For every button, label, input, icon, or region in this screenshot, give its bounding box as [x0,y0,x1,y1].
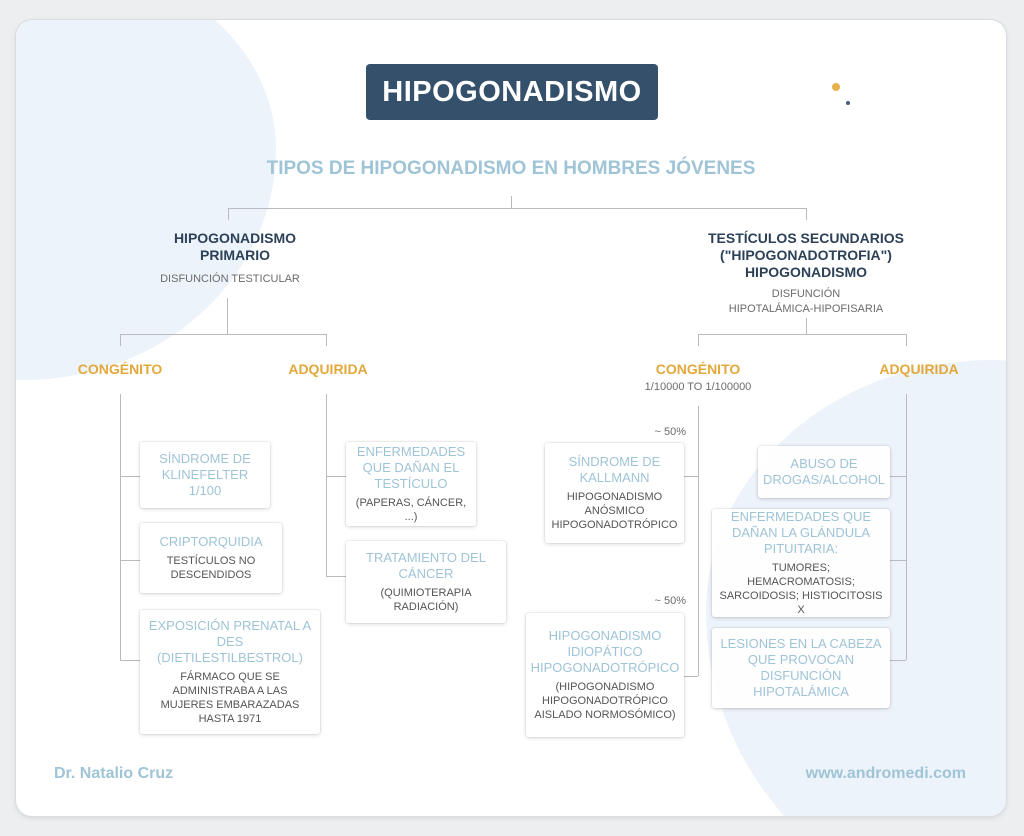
connector-line [326,334,327,346]
node-title: ABUSO DE DROGAS/ALCOHOL [762,456,886,487]
connector-line [326,576,346,577]
node-title: ENFERMEDADES QUE DAÑAN EL TESTÍCULO [356,444,466,491]
decorative-dot-orange [832,83,840,91]
secondary-congenital-incidence: 1/10000 TO 1/100000 [644,381,752,393]
connector-line [698,334,699,346]
node-title: TRATAMIENTO DEL CÁNCER [366,550,486,581]
kallmann-percentage: ~ 50% [654,426,686,438]
primary-congenital-label: CONGÉNITO [77,361,163,377]
background-blob-top-left [16,20,276,380]
diagram-subtitle: TIPOS DE HIPOGONADISMO EN HOMBRES JÓVENES [266,158,756,179]
connector-line [120,334,121,346]
idiopatico-percentage: ~ 50% [654,595,686,607]
connector-line [906,334,907,346]
connector-line [806,208,807,220]
connector-line [326,476,346,477]
connector-line [326,394,327,576]
primary-branch-subtitle: DISFUNCIÓN TESTICULAR [160,273,300,285]
node-title: ENFERMEDADES QUE DAÑAN LA GLÁNDULA PITUITARIA: [730,509,872,556]
website-url: www.andromedi.com [805,765,966,782]
node-abuso-drogas [758,446,890,498]
node-title: CRIPTORQUIDIA [159,534,263,549]
connector-line [906,394,907,660]
node-description: FÁRMACO QUE SE ADMINISTRABA A LAS MUJERES EMBARAZADAS HASTA 1971 [160,671,300,725]
connector-line [120,560,140,561]
node-description: HIPOGONADISMO ANÓSMICO HIPOGONADOTRÓPICO [551,491,678,531]
connector-line [698,406,699,676]
node-lesiones-cabeza [712,628,890,708]
node-tratamiento-cancer [346,541,506,623]
primary-acquired-label: ADQUIRIDA [288,361,368,377]
node-description: TESTÍCULOS NO DESCENDIDOS [166,555,256,581]
node-description: (HIPOGONADISMO HIPOGONADOTRÓPICO AISLADO NORMOSÓMICO) [534,681,676,721]
node-description: TUMORES; HEMACROMATOSIS; SARCOIDOSIS; HISTIOCITOSIS X [719,562,883,616]
decorative-dot-navy [846,101,850,105]
node-klinefelter [140,442,270,508]
node-kallmann [545,443,684,543]
node-title: SÍNDROME DE KLINEFELTER 1/100 [159,451,251,498]
connector-line [120,334,326,335]
node-description: (QUIMIOTERAPIA RADIACIÓN) [380,587,472,613]
node-title: HIPOGONADISMO IDIOPÁTICO HIPOGONADOTRÓPICO [530,628,680,675]
connector-line [120,476,140,477]
node-title: EXPOSICIÓN PRENATAL A DES (DIETILESTILBESTROL) [148,618,312,665]
connector-line [120,394,121,660]
node-criptorquidia [140,523,282,593]
secondary-branch-title: TESTÍCULOS SECUNDARIOS ("HIPOGONADOTROFIA") HIPOGONADISMO [707,230,904,280]
connector-line [890,660,906,661]
connector-line [684,676,698,677]
connector-line [698,334,906,335]
connector-line [806,318,807,334]
node-title: SÍNDROME DE KALLMANN [568,454,661,485]
secondary-acquired-label: ADQUIRIDA [879,361,959,377]
node-enfermedades-testiculo [346,442,476,526]
connector-line [684,476,698,477]
secondary-branch-subtitle: DISFUNCIÓN HIPOTALÁMICA-HIPOFISARIA [728,288,884,315]
page-title: HIPOGONADISMO [366,64,658,120]
node-title: LESIONES EN LA CABEZA QUE PROVOCAN DISFUNCIÓN HIPOTALÁMICA [720,636,882,699]
connector-line [228,208,806,209]
node-exposicion-prenatal [140,610,320,734]
author-name: Dr. Natalio Cruz [54,765,174,782]
connector-line [890,476,906,477]
connector-line [890,560,906,561]
connector-line [511,196,512,208]
node-description: (PAPERAS, CÁNCER, ...) [355,497,467,523]
connector-line [120,660,140,661]
infographic-card [16,20,1006,816]
node-enfermedades-pituitaria [712,509,890,617]
connector-line [227,298,228,334]
connector-line [228,208,229,220]
secondary-congenital-label: CONGÉNITO [655,361,741,377]
primary-branch-title: HIPOGONADISMO PRIMARIO [173,230,297,263]
node-idiopatico [526,613,684,737]
